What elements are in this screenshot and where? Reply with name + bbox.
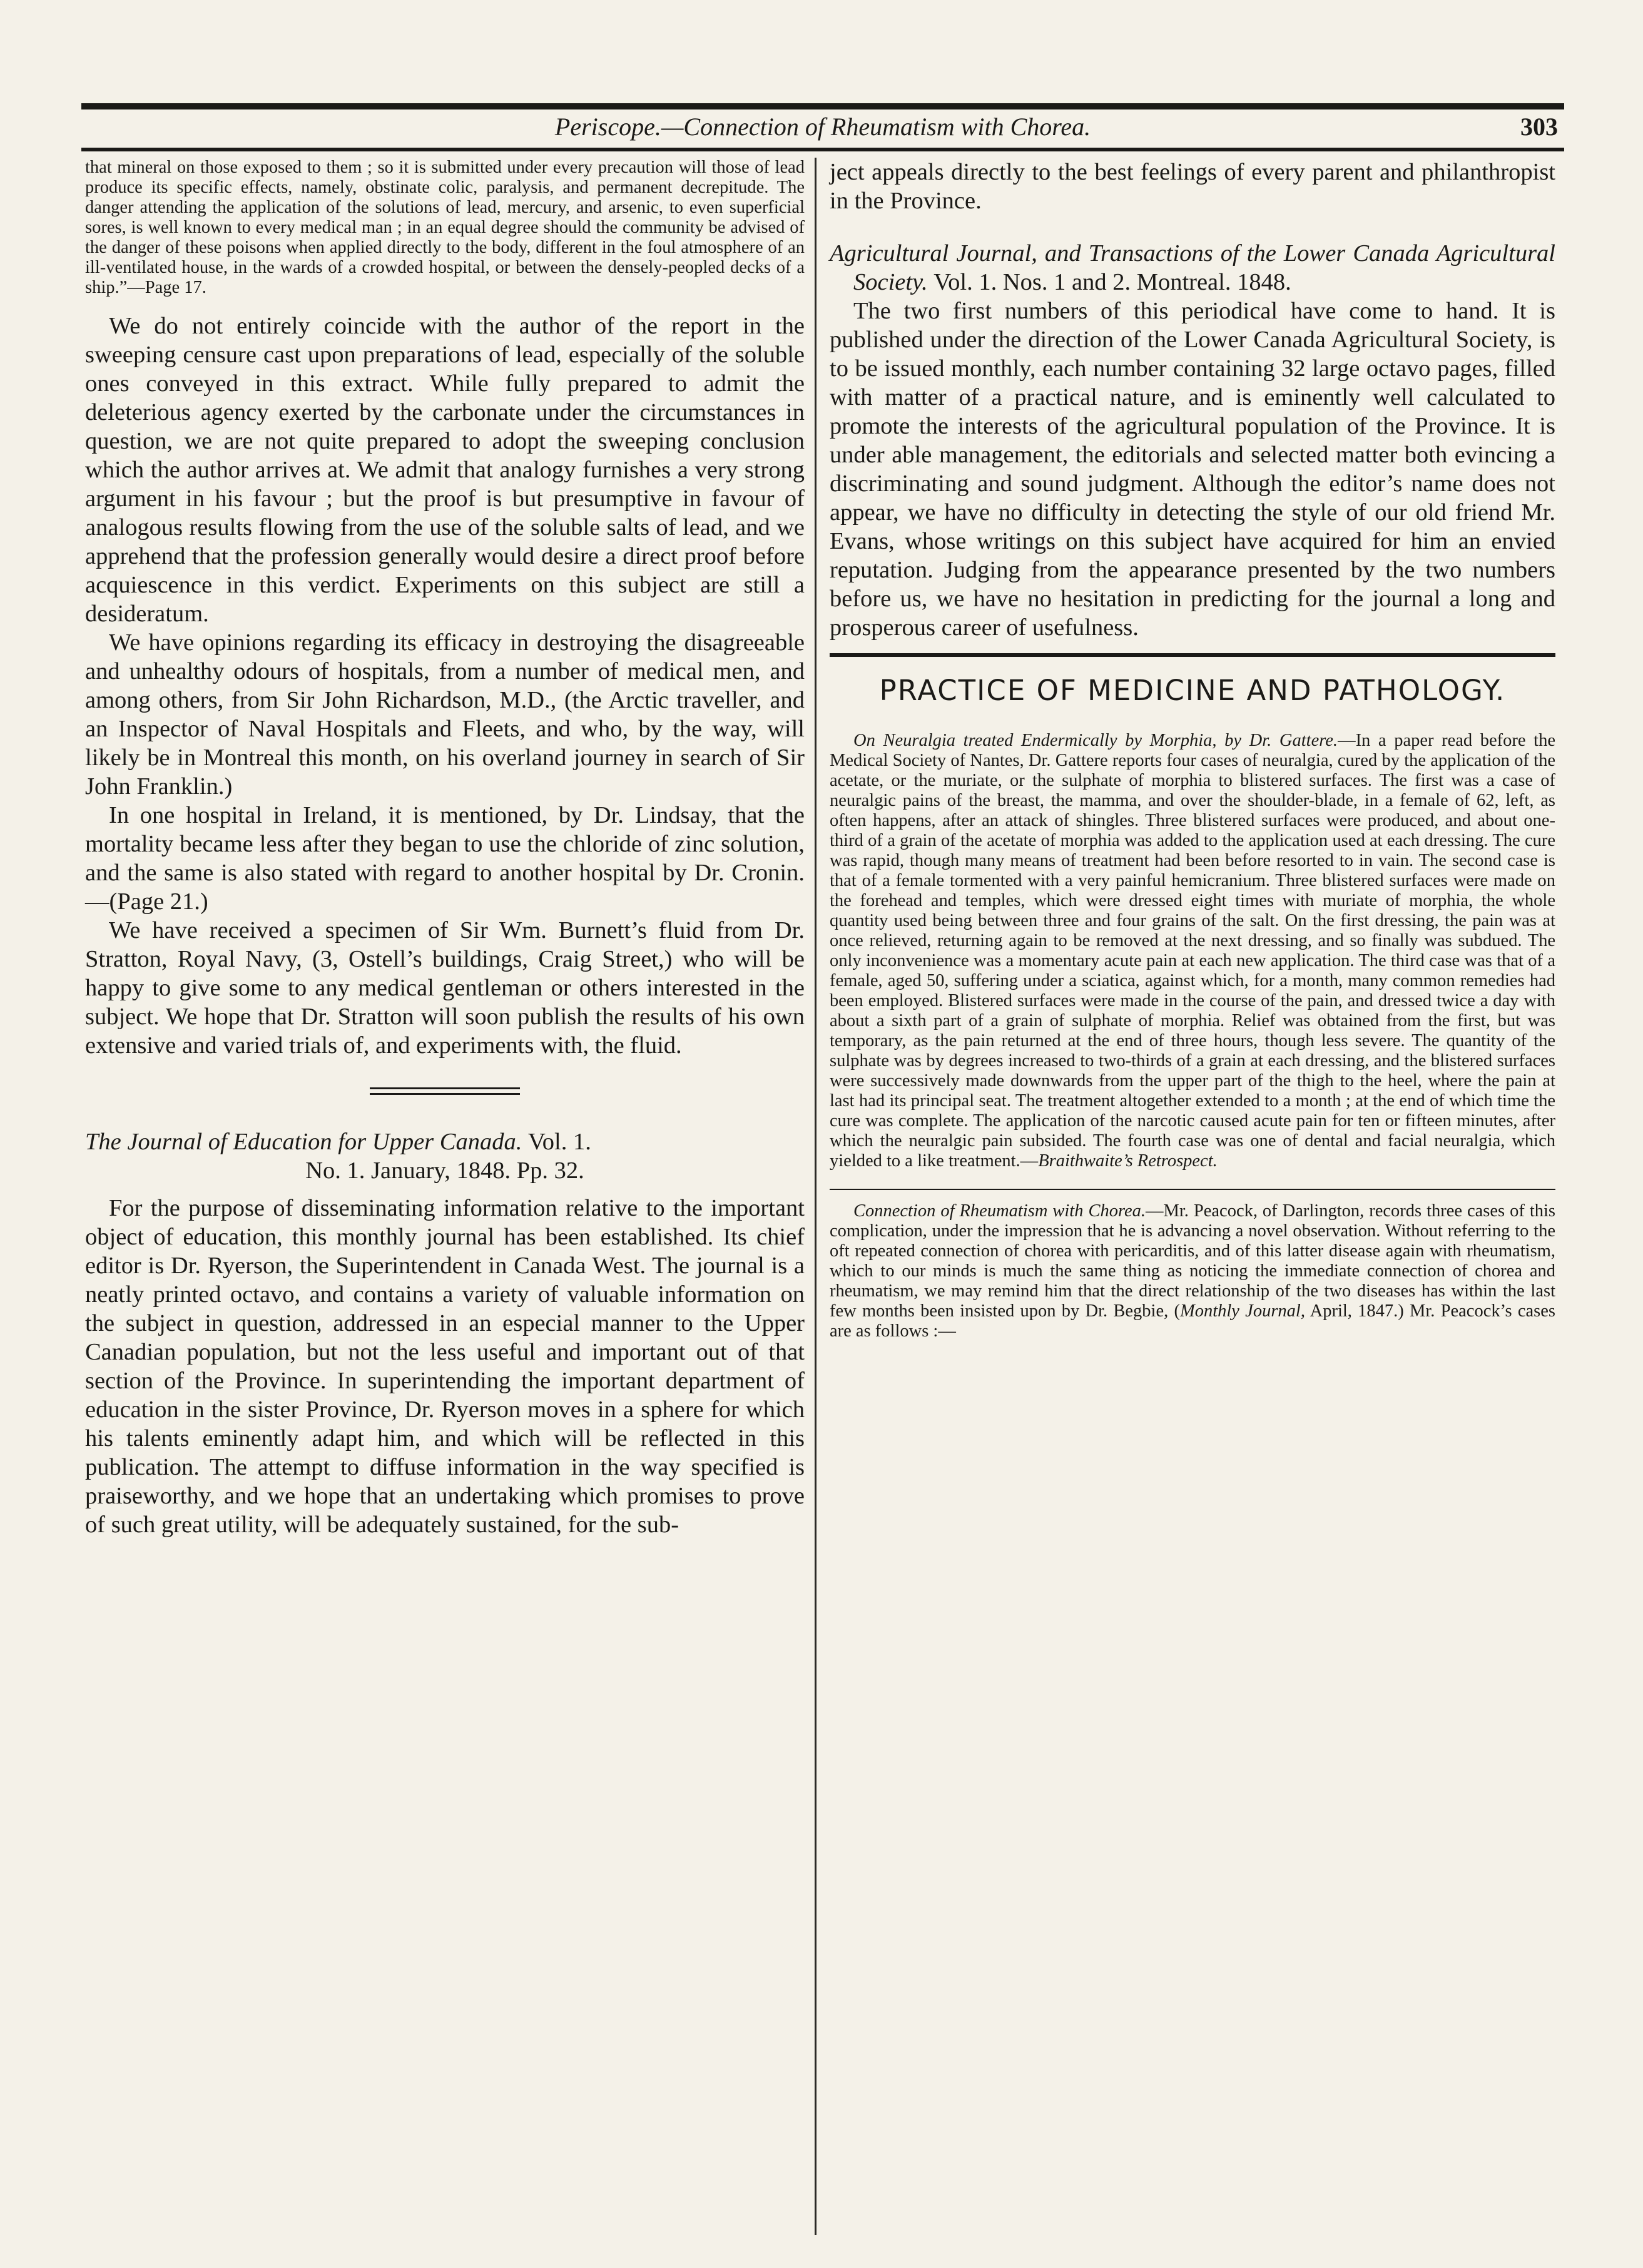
- article-title: On Neuralgia treated Endermically by Morphia, by Dr. Gattere.: [853, 731, 1338, 750]
- section-separator: [370, 1087, 520, 1089]
- paragraph-agricultural: The two first numbers of this periodical have come to hand. It is published under the direction of the Lower Canada Agricultural Society, is to be issued monthly, each number containing 32 large octavo pages, filled with matter of a practical nature, and is eminently well calculated to promote the interests of the agricultural population of the Province. It is under able management, the editorials and selected matter both evincing a discriminating and sound judgment. Although the editor’s name does not appear, we have no difficulty in detecting the style of our old friend Mr. Evans, whose writings on this subject have acquired for him an envied reputation. Judging from the appearance presented by the two numbers before us, we have no hesitation in predicting for the journal a long and prosperous career of usefulness.: [830, 298, 1555, 641]
- review-title: Agricultural Journal, and Transactions of the Lower Canada Agricultural Society.: [830, 240, 1555, 295]
- article-tail: April, 1847.) Mr. Peacock’s cases are as follows :—: [830, 1301, 1555, 1341]
- review-issue: No. 1. January, 1848. Pp. 32.: [305, 1157, 584, 1184]
- running-title: Periscope.—Connection of Rheumatism with Chorea.: [554, 113, 1091, 141]
- article-chorea: [830, 1201, 1555, 1341]
- section-separator: [370, 1093, 520, 1095]
- article-title: Connection of Rheumatism with Chorea.: [853, 1201, 1146, 1221]
- header-rule: [81, 148, 1564, 151]
- page-number: 303: [1520, 113, 1558, 141]
- review-heading-agricultural: [830, 239, 1555, 297]
- article-body: —Mr. Peacock, of Darlington, records three cases of this complication, under the impression that he is advancing a novel observation. Without referring to the oft repeated connection of chorea with pericarditis, and of this latter disease again with rheumatism, which to our minds is much the same thing as noticing the immediate connection of chorea and rheumatism, we may remind him that the direct relationship of the two diseases has within the last few months been insisted upon by Dr. Begbie, (: [830, 1201, 1555, 1321]
- article-body: In a paper read before the Medical Society of Nantes, Dr. Gattere reports four cases of neuralgia, cured by the application of the acetate, or the muriate, or the sulphate of morphia to blistered surfaces. The first was a case of neuralgic pains of the breast, the mamma, and over the shoulder-blade, in a female of 62, left, as often happens, after an attack of shingles. Three blistered surfaces were produced, and about one-third of a grain of the acetate of morphia was added to the application used at each dressing. The cure was rapid, though many means of treatment had been before resorted to in vain. The second case is that of a female tormented with a very painful hemicranium. Three blistered surfaces were made on the forehead and temples, which were dressed eight times with muriate of morphia, the whole quantity used being between three and four grains of the salt. On the first dressing, the pain was at once relieved, returning again to be removed at the next dressing, and so finally was subdued. The only inconvenience was a momentary acute pain at each new application. The third case was that of a female, aged 50, suffering under a sciatica, against which, for a month, many common remedies had been employed. Blistered surfaces were made in the course of the pain, and dressed twice a day with about a sixth part of a grain of sulphate of morphia. Relief was obtained from the first, but was temporary, as the pain returned at the end of three hours, though less severe. The quantity of the sulphate was by degrees increased to two-thirds of a grain at each dressing, and the blistered surfaces were successively made downwards from the upper part of the thigh to the heel, where the pain at last had its principal seat. The treatment altogether extended to a month ; at the end of which time the cure was complete. The application of the narcotic caused acute pain for ten or fifteen minutes, after which the neuralgic pain subsided. The fourth case was one of dental and facial neuralgia, which yielded to a like treatment.—: [830, 731, 1556, 1171]
- paragraph-lead-preparations: We do not entirely coincide with the author of the report in the sweeping censure cast upon preparations of lead, especially of the soluble ones conveyed in this extract. While fully prepared to admit the deleterious agency exerted by the carbonate under the circumstances in question, we are not quite prepared to adopt the sweeping conclusion which the author arrives at. We admit that analogy furnishes a very strong argument in his favour ; but the proof is but presumptive in favour of analogous results flowing from the use of the soluble salts of lead, and we apprehend that the profession generally would desire a direct proof before acquiescence in this verdict. Experiments on this subject are still a desideratum.: [85, 313, 805, 627]
- paragraph-continuation: ject appeals directly to the best feelings of every parent and philanthropist in the Province.: [830, 159, 1555, 214]
- section-rule: [830, 653, 1555, 657]
- right-column: [830, 158, 1555, 1341]
- review-volume: Vol. 1.: [527, 1129, 591, 1155]
- article-source: Braithwaite’s Retrospect.: [1038, 1151, 1218, 1171]
- paragraph-education: For the purpose of disseminating information relative to the important object of education, this monthly journal has been established. Its chief editor is Dr. Ryerson, the Superintendent in Canada West. The journal is a neatly printed octavo, and contains a variety of valuable information on the subject in question, addressed in an especial manner to the Upper Canadian population, but not the less useful and important out of that section of the Province. In superintending the important department of education in the sister Province, Dr. Ryerson moves in a sphere for which his talents eminently adapt him, and which will be reflected in this publication. The attempt to diffuse information in the way specified is praiseworthy, and we hope that an undertaking which promises to prove of such great utility, will be adequately sustained, for the sub-: [85, 1195, 805, 1538]
- running-header: [81, 108, 1564, 146]
- article-source: Monthly Journal,: [1179, 1301, 1305, 1321]
- paragraph-opinions: We have opinions regarding its efficacy in destroying the disagreeable and unhealthy odours of hospitals, from a number of medical men, and among others, from Sir John Richardson, M.D., (the Arctic traveller, and an Inspector of Naval Hospitals and Fleets, and who, by the way, will likely be in Montreal this month, on his overland journey in search of Sir John Franklin.): [85, 629, 805, 800]
- section-title: PRACTICE OF MEDICINE AND PATHOLOGY.: [879, 674, 1506, 707]
- article-neuralgia: On Neuralgia treated Endermically by Morphia, by Dr. Gattere.—In a paper read before the Medical Society of Nantes, Dr. Gattere reports four cases of neuralgia, cured by the application of the acetate, or the muriate, or the sulphate of morphia to blistered surfaces. The first was a case of neuralgic pains of the breast, the mamma, and over the shoulder-blade, in a female of 62, left, as often happens, after an attack of shingles. Three blistered surfaces were produced, and about one-third of a grain of the acetate of morphia was added to the application used at each dressing. The cure was rapid, though many means of treatment had been before resorted to in vain. The second case is that of a female tormented with a very painful hemicranium. Three blistered surfaces were made on the forehead and temples, which were dressed eight times with muriate of morphia, the whole quantity used being between three and four grains of the salt. On the first dressing, the pain was at once relieved, returning again to be removed at the next dressing, and so finally was subdued. The only inconvenience was a momentary acute pain at each new application. The third case was that of a female, aged 50, suffering under a sciatica, against which, for a month, many common remedies had been employed. Blistered surfaces were made in the course of the pain, and dressed twice a day with about a sixth part of a grain of sulphate of morphia. Relief was obtained from the first, but was temporary, as the pain returned at the end of three hours, though less severe. The quantity of the sulphate was by degrees increased to two-thirds of a grain at each dressing, and the blistered surfaces were successively made downwards from the upper part of the thigh to the heel, where the pain at last had its principal seat. The treatment altogether extended to a month ; at the end of which time the cure was complete. The application of the narcotic caused acute pain for ten or fifteen minutes, after which the neuralgic pain subsided. The fourth case was one of dental and facial neuralgia, which yielded to a like treatment.—Braithwaite’s Retrospect.: [830, 731, 1556, 1171]
- left-column: [85, 158, 805, 1539]
- article-rule: [830, 1189, 1555, 1190]
- column-divider: [815, 158, 816, 2235]
- paragraph-ireland: In one hospital in Ireland, it is mentioned, by Dr. Lindsay, that the mortality became less after they began to use the chloride of zinc solution, and the same is also stated with regard to another hospital by Dr. Cronin.—(Page 21.): [85, 802, 805, 915]
- quoted-extract: that mineral on those exposed to them ; so it is submitted under every precaution will those of lead produce its specific effects, namely, obstinate colic, paralysis, and permanent decrepitude. The danger attending the application of the solutions of lead, mercury, and arsenic, to even superficial sores, is well known to every medical man ; in an equal degree should the community be advised of the danger of these poisons when applied directly to the body, different in the foul atmosphere of an ill-ventilated house, in the wards of a crowded hospital, or between the densely-peopled decks of a ship.”—Page 17.: [85, 158, 805, 297]
- paragraph-specimen: We have received a specimen of Sir Wm. Burnett’s fluid from Dr. Stratton, Royal Navy, (3, Ostell’s buildings, Craig Street,) who will be happy to give some to any medical gentleman or others interested in the subject. We hope that Dr. Stratton will soon publish the results of his own extensive and varied trials of, and experiments with, the fluid.: [85, 917, 805, 1059]
- review-heading-education: [85, 1127, 805, 1185]
- review-title: The Journal of Education for Upper Canada.: [85, 1129, 522, 1155]
- review-details: Vol. 1. Nos. 1 and 2. Montreal. 1848.: [933, 269, 1291, 295]
